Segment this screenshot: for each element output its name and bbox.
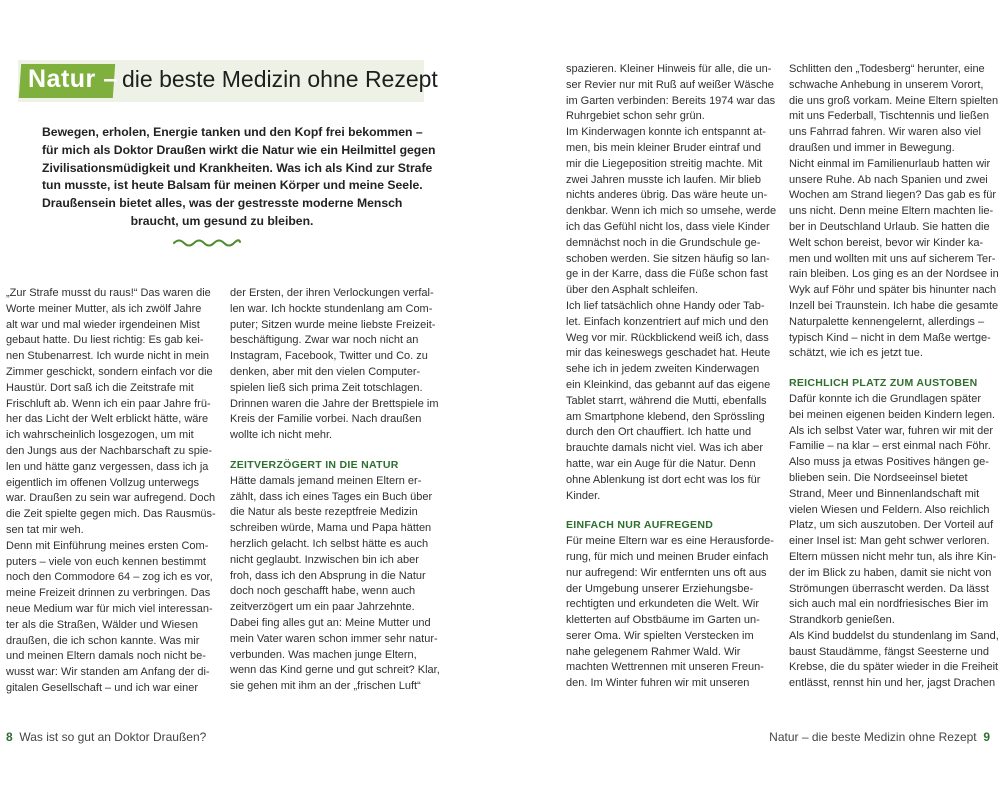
text-line: durch den Ort chauffiert. Ich hatte und [566,426,752,439]
text-line: rechtigten und erkundeten die Welt. Wir [566,598,760,611]
text-line: blieben sein. Die Nordseeinsel bietet [789,471,968,484]
text-line: den Jungs aus der Nachbarschaft zu spie- [6,444,213,457]
text-line: puter; Sitzen wurde meine liebste Freizeit- [230,318,436,331]
section-heading-einfach: EINFACH NUR AUFREGEND [566,519,714,532]
text-line: im Garten verbinden: Bereits 1974 war das [566,94,776,107]
text-line: zwei Jahren musste ich laufen. Mir blieb [566,173,762,186]
text-line: ohne Ablenkung ist dort echt was los für [566,473,761,486]
text-line: uns nicht. Denn meine Eltern machten lie- [789,205,994,218]
text-line: die uns groß vorkam. Meine Eltern spielten [789,94,999,107]
text-line: baust Staudämme, fängst Seesterne und [789,645,989,658]
text-line: nahe gelegenem Rahmer Wald. Wir [566,645,741,658]
text-line: sich auch mal ein nordfriesisches Bier im [789,598,989,611]
text-line: Im Kinderwagen konnte ich entspannt at- [566,126,766,139]
text-column-1 [6,286,218,697]
text-line: Strand, Meer und Binnenlandschaft mit [789,487,980,500]
text-line: machten Wettrennen mit unseren Freun- [566,661,764,674]
text-line: der Ersten, der ihren Verlockungen verfal- [230,287,434,299]
text-line: kletterten auf Obstbäume im Garten un- [566,614,760,627]
text-line: Ich lief tatsächlich ohne Handy oder Tab- [566,299,765,312]
text-line: Eltern müssen nicht mehr tun, als ihre Kin- [789,550,997,563]
text-line: zeitverzögert um ein paar Jahrzehnte. [230,601,415,614]
text-line: brauchte damals nicht viel. Was ich aber [566,442,764,455]
squiggle-divider-icon [172,236,242,248]
text-line: mir die Liegeposition streitig machte. Mit [566,157,763,170]
text-column-4 [789,62,999,692]
text-line: nichts anderes übrig. Das wäre heute un- [566,189,768,202]
text-line: Als Kind buddelst du stundenlang im Sand, [789,629,999,642]
text-line: hatte, war ein Auge für die Natur. Denn [566,457,756,470]
text-line: Tablet starrt, während die Mutti, ebenfalls [566,394,767,407]
running-head-right: Natur – die beste Medizin ohne Rezept [769,730,977,744]
text-line: men, bis mein kleiner Bruder eintraf und [566,141,762,154]
text-line: ter als die Straßen, Wälder und Wiesen [6,618,198,631]
text-line: wollte ich nicht mehr. [230,429,333,442]
text-line: Wochen am Strand liegen? Das gab es für [789,189,997,202]
text-line: her das Licht der Welt erblickt hätte, wäre [6,413,209,426]
text-line: Kinder. [566,489,601,502]
text-line: puters – viele von euch kennen bestimmt [6,555,206,568]
text-column-2 [230,286,445,695]
text-line: mir das keineswegs geschadet hat. Heute [566,347,771,360]
text-line: einer Insel ist: Man geht schwer verloren. [789,535,990,548]
text-line: typisch Kind – nicht in dem Maße wertge- [789,331,991,344]
text-line: spazieren. Kleiner Hinweis für alle, die un- [566,63,772,75]
text-line: neue Medium war für mich viel interessan- [6,602,213,615]
page-number-left: 8 [6,730,13,744]
text-line: und meinen Eltern damals noch nicht be- [6,650,206,663]
text-line: spielen ließ sich prima Zeit totschlagen. [230,381,423,394]
footer-left [6,730,206,744]
text-line: Krebse, die du später wieder in die Freiheit [789,661,999,674]
text-line: rung, für mich und meinen Bruder einfach [566,550,769,563]
title-highlight-text: Natur – [28,65,118,93]
text-line: Schlitten den „Todesberg“ herunter, eine [789,63,985,75]
text-line: ich wahrscheinlich losgezogen, um mit [6,429,194,442]
text-line: schoben werden. Sie sitzen häufig so lan- [566,252,770,265]
text-line: Drinnen waren die Jahre der Brettspiele im [230,397,439,410]
text-line: alt war und mal wieder irgendeinen Mist [6,318,200,331]
text-line: Instagram, Facebook, Twitter und Co. zu [230,350,428,363]
text-line: Dabei fing alles gut an: Meine Mutter und [230,616,431,629]
footer-right [769,730,990,744]
text-line: denken, aber mit den vielen Computer- [230,365,421,378]
text-line: noch den Commodore 64 – zog ich es vor, [6,571,213,584]
text-line: war. Draußen zu sein war aufregend. Doch [6,492,216,505]
text-line: vielen Wiesen und Feldern. Also reichlich [789,503,990,516]
text-line: men und wollten mit uns auf sicherem Ter- [789,252,996,265]
intro-line: für mich als Doktor Draußen wirkt die Natur wie ein Heilmittel gegen [42,142,436,157]
text-line: denkbar. Wenn ich mich so umsehe, werde [566,205,777,218]
text-line: ein Kleinkind, das gebannt auf das eigene [566,378,771,391]
text-line: mein Vater waren schon immer sehr natur- [230,632,438,645]
text-line: ich das Gefühl nicht los, dass viele Kinder [566,220,770,233]
text-line: wusst war: Wir standen am Anfang der di- [6,666,210,679]
text-line: gitalen Gesellschaft – und ich war einer [6,681,198,694]
text-line: len war. Ich hockte stundenlang am Com- [230,302,433,315]
text-line: demnächst noch in die Grundschule ge- [566,236,761,249]
text-line: der Umgebung unserer Erziehungsbe- [566,582,754,595]
text-line: Also muss ja etwas Positives hängen ge- [789,456,989,469]
text-line: ber in Deutschland Urlaub. Sie hatten die [789,220,990,233]
text-line: bei meinen eigenen beiden Kindern legen. [789,408,996,421]
right-page [500,0,1000,800]
text-line: Worte meiner Mutter, als ich zwölf Jahre [6,302,202,315]
intro-line: Zivilisationsmüdigkeit und Krankheiten. Was ich als Kind zur Strafe [42,160,433,175]
intro-paragraph [42,124,436,231]
text-line: ser Revier nur mit Ruß auf weißer Wäsche [566,78,774,91]
text-line: wenn das Kind gerne und gut schreit? Klar, [230,664,440,677]
text-line: uns Fahrrad fahren. Wir waren also viel [789,126,981,139]
text-line: Familie – na klar – erst einmal nach Föhr. [789,440,991,453]
text-line: Weg vor mir. Rückblickend weiß ich, dass [566,331,769,344]
page-number-right: 9 [983,730,990,744]
text-line: zählt, dass ich eines Tages ein Buch über [230,490,433,503]
text-line: verbunden. Was machen junge Eltern, [230,648,417,661]
intro-line: tun musste, ist heute Balsam für meinen Körper und meine Seele. [42,178,423,193]
text-line: len und hätte ganz vergessen, dass ich ja [6,460,209,473]
text-line: schwache Anhebung in unserem Vorort, [789,78,984,91]
text-column-3 [566,62,781,692]
text-line: entlässt, rennst hin und her, jagst Drachen [789,677,996,690]
text-line: die Natur als beste rezeptfreie Medizin [230,506,418,519]
text-line: am Smartphone klebend, den Sprössling [566,410,765,423]
section-heading-reichlich: REICHLICH PLATZ ZUM AUSTOBEN [789,377,978,390]
section-heading-zeitverzoegert: ZEITVERZÖGERT IN DIE NATUR [230,458,399,471]
text-line: Denn mit Einführung meines ersten Com- [6,539,209,552]
intro-line: Bewegen, erholen, Energie tanken und den Kopf frei bekommen – [42,125,423,139]
text-line: Zimmer geschickt, sondern einfach vor die [6,365,213,378]
text-line: Kreis der Familie vorbei. Nach draußen [230,413,422,426]
text-line: schätzt, wie ich es jetzt tue. [789,347,923,360]
text-line: Naturpalette kennengelernt, allerdings – [789,315,985,328]
text-line: draußen, die ich schon kannte. Was mir [6,634,200,647]
text-line: nicht geglaubt. Inzwischen bin ich aber [230,553,419,566]
text-line: Platz, um sich auszutoben. Der Vorteil auf [789,519,994,532]
text-line: serer Oma. Wir spielten Verstecken im [566,629,754,642]
running-head-left: Was ist so gut an Doktor Draußen? [19,730,207,744]
text-line: unsere Ruhe. Ab nach Spanien und zwei [789,173,988,186]
title-text: die beste Medizin ohne Rezept [122,66,438,92]
text-line: „Zur Strafe musst du raus!“ Das waren die [6,287,211,299]
text-line: Dafür konnte ich die Grundlagen später [789,392,982,405]
text-line: herzlich gelacht. Ich selbst hätte es auch [230,537,429,550]
text-line: draußen und immer in Bewegung. [789,141,955,154]
text-line: gebaut hatte. Du liest richtig: Es gab kei- [6,334,204,347]
text-line: Ruhrgebiet schon sehr grün. [566,110,705,123]
text-line: Haustür. Dort saß ich die Zeitstrafe mit [6,381,194,394]
text-line: sen tat mir weh. [6,523,84,536]
text-line: meine Freizeit drinnen zu verbringen. Das [6,587,211,600]
text-line: Wyk auf Föhr und später bis hinunter nach [789,284,997,297]
text-line: nur aufregend: Wir entfernten uns oft aus [566,566,767,579]
text-line: über den Asphalt schleifen. [566,284,699,297]
text-line: rain bleiben. Los ging es an der Nordsee in [789,268,999,281]
text-line: let. Einfach konzentriert auf mich und den [566,315,769,328]
text-line: die Zeit spielte gegen mich. Das Rausmüs- [6,508,216,521]
chapter-title [18,60,438,102]
text-line: sie gehen mit ihm an der „frischen Luft“ [230,680,421,693]
intro-line: Draußensein bietet alles, was der gestresste moderne Mensch [42,196,403,211]
text-line: Als ich selbst Vater war, fuhren wir mit der [789,424,993,437]
text-line: sehe ich in jedem zweiten Kinderwagen [566,363,760,376]
text-line: mit uns Federball, Tischtennis und ließen [789,110,989,123]
text-line: froh, dass ich den Absprung in die Natur [230,569,426,582]
text-line: nen Stubenarrest. Ich wurde nicht in mein [6,350,210,363]
text-line: Inzell bei Traunstein. Ich habe die gesamte [789,299,999,312]
text-line: Für meine Eltern war es eine Herausforde- [566,535,774,548]
text-line: Frischluft ab. Wenn ich ein paar Jahre frü- [6,397,211,410]
text-line: Strömungen überrascht werden. Da lässt [789,582,989,595]
text-line: ge in der Karre, dass die Füße schon fast [566,268,768,281]
text-line: beschäftigung. Zwar war noch nicht an [230,334,419,347]
text-line: Nicht einmal im Familienurlaub hatten wir [789,157,991,170]
text-line: doch noch geschafft habe, wenn auch [230,585,416,598]
intro-line: braucht, um gesund zu bleiben. [130,213,314,228]
text-line: Hätte damals jemand meinen Eltern er- [230,474,422,487]
text-line: eigentlich im offenen Vollzug unterwegs [6,476,200,489]
text-line: der im Blick zu haben, damit sie nicht von [789,566,992,579]
text-line: Strandkorb genießen. [789,614,895,627]
text-line: schreiben würde, Mama und Papa hätten [230,522,432,535]
text-line: Welt schon bereist, bevor wir Kinder ka- [789,236,984,249]
text-line: den. Im Winter fuhren wir mit unseren [566,677,750,690]
